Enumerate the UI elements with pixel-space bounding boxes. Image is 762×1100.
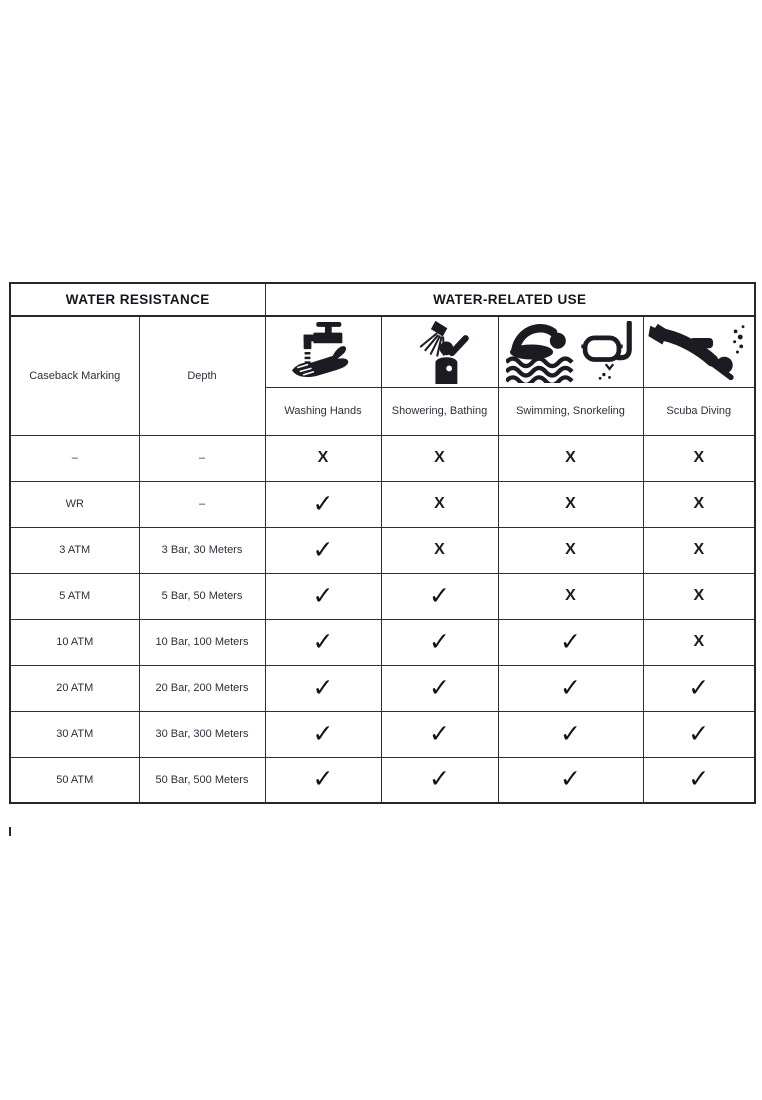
mark-cell: ✓ bbox=[381, 711, 498, 757]
swimming-snorkeling-icon bbox=[499, 321, 643, 383]
table-row bbox=[10, 527, 755, 573]
table-row bbox=[10, 757, 755, 803]
caseback-marking-cell: 5 ATM bbox=[10, 573, 139, 619]
caseback-marking-cell: 50 ATM bbox=[10, 757, 139, 803]
mark-cell: ✓ bbox=[643, 757, 755, 803]
mark-cell: ✓ bbox=[381, 757, 498, 803]
mark-cell: X bbox=[498, 527, 643, 573]
caseback-marking-cell: WR bbox=[10, 481, 139, 527]
swimming-snorkeling-icon-cell bbox=[498, 316, 643, 387]
mark-cell: X bbox=[381, 527, 498, 573]
mark-cell: X bbox=[498, 481, 643, 527]
mark-cell: ✓ bbox=[498, 711, 643, 757]
scuba-diving-icon bbox=[644, 322, 755, 382]
showering-bathing-icon bbox=[382, 320, 498, 384]
washing-hands-icon-cell bbox=[265, 316, 381, 387]
mark-cell: ✓ bbox=[381, 573, 498, 619]
mark-cell: ✓ bbox=[643, 665, 755, 711]
caseback-marking-cell: 20 ATM bbox=[10, 665, 139, 711]
mark-cell: ✓ bbox=[381, 665, 498, 711]
washing-hands-icon bbox=[266, 322, 381, 382]
mark-cell: ✓ bbox=[381, 619, 498, 665]
activity-label-swimming-snorkeling: Swimming, Snorkeling bbox=[498, 387, 643, 435]
depth-cell: – bbox=[139, 435, 265, 481]
showering-bathing-icon-cell bbox=[381, 316, 498, 387]
table-row bbox=[10, 435, 755, 481]
mark-cell: X bbox=[381, 435, 498, 481]
table-header-row bbox=[10, 283, 755, 316]
caseback-marking-cell: – bbox=[10, 435, 139, 481]
mark-cell: ✓ bbox=[265, 481, 381, 527]
mark-cell: X bbox=[265, 435, 381, 481]
depth-cell: 5 Bar, 50 Meters bbox=[139, 573, 265, 619]
water-related-use-header: WATER-RELATED USE bbox=[265, 283, 755, 316]
water-resistance-header: WATER RESISTANCE bbox=[10, 283, 265, 316]
activity-label-scuba-diving: Scuba Diving bbox=[643, 387, 755, 435]
table-row bbox=[10, 711, 755, 757]
table-row bbox=[10, 481, 755, 527]
mark-cell: X bbox=[381, 481, 498, 527]
depth-cell: 20 Bar, 200 Meters bbox=[139, 665, 265, 711]
activity-label-showering-bathing: Showering, Bathing bbox=[381, 387, 498, 435]
depth-column-header: Depth bbox=[139, 316, 265, 435]
mark-cell: X bbox=[643, 435, 755, 481]
activity-label-washing-hands: Washing Hands bbox=[265, 387, 381, 435]
caseback-marking-column-header: Caseback Marking bbox=[10, 316, 139, 435]
mark-cell: ✓ bbox=[498, 619, 643, 665]
activity-icon-row bbox=[10, 316, 755, 387]
table-row bbox=[10, 573, 755, 619]
table-row bbox=[10, 665, 755, 711]
caseback-marking-cell: 10 ATM bbox=[10, 619, 139, 665]
mark-cell: X bbox=[643, 527, 755, 573]
mark-cell: ✓ bbox=[498, 665, 643, 711]
mark-cell: ✓ bbox=[265, 711, 381, 757]
mark-cell: ✓ bbox=[265, 527, 381, 573]
mark-cell: X bbox=[643, 619, 755, 665]
depth-cell: – bbox=[139, 481, 265, 527]
caseback-marking-cell: 3 ATM bbox=[10, 527, 139, 573]
mark-cell: X bbox=[643, 481, 755, 527]
mark-cell: ✓ bbox=[498, 757, 643, 803]
depth-cell: 50 Bar, 500 Meters bbox=[139, 757, 265, 803]
depth-cell: 10 Bar, 100 Meters bbox=[139, 619, 265, 665]
scuba-diving-icon-cell bbox=[643, 316, 755, 387]
mark-cell: ✓ bbox=[265, 573, 381, 619]
depth-cell: 3 Bar, 30 Meters bbox=[139, 527, 265, 573]
table-row bbox=[10, 619, 755, 665]
mark-cell: X bbox=[498, 573, 643, 619]
water-resistance-table bbox=[9, 282, 756, 804]
caseback-marking-cell: 30 ATM bbox=[10, 711, 139, 757]
mark-cell: ✓ bbox=[265, 665, 381, 711]
mark-cell: ✓ bbox=[265, 757, 381, 803]
mark-cell: ✓ bbox=[265, 619, 381, 665]
mark-cell: X bbox=[498, 435, 643, 481]
table-border-stub bbox=[9, 827, 11, 836]
mark-cell: ✓ bbox=[643, 711, 755, 757]
depth-cell: 30 Bar, 300 Meters bbox=[139, 711, 265, 757]
mark-cell: X bbox=[643, 573, 755, 619]
